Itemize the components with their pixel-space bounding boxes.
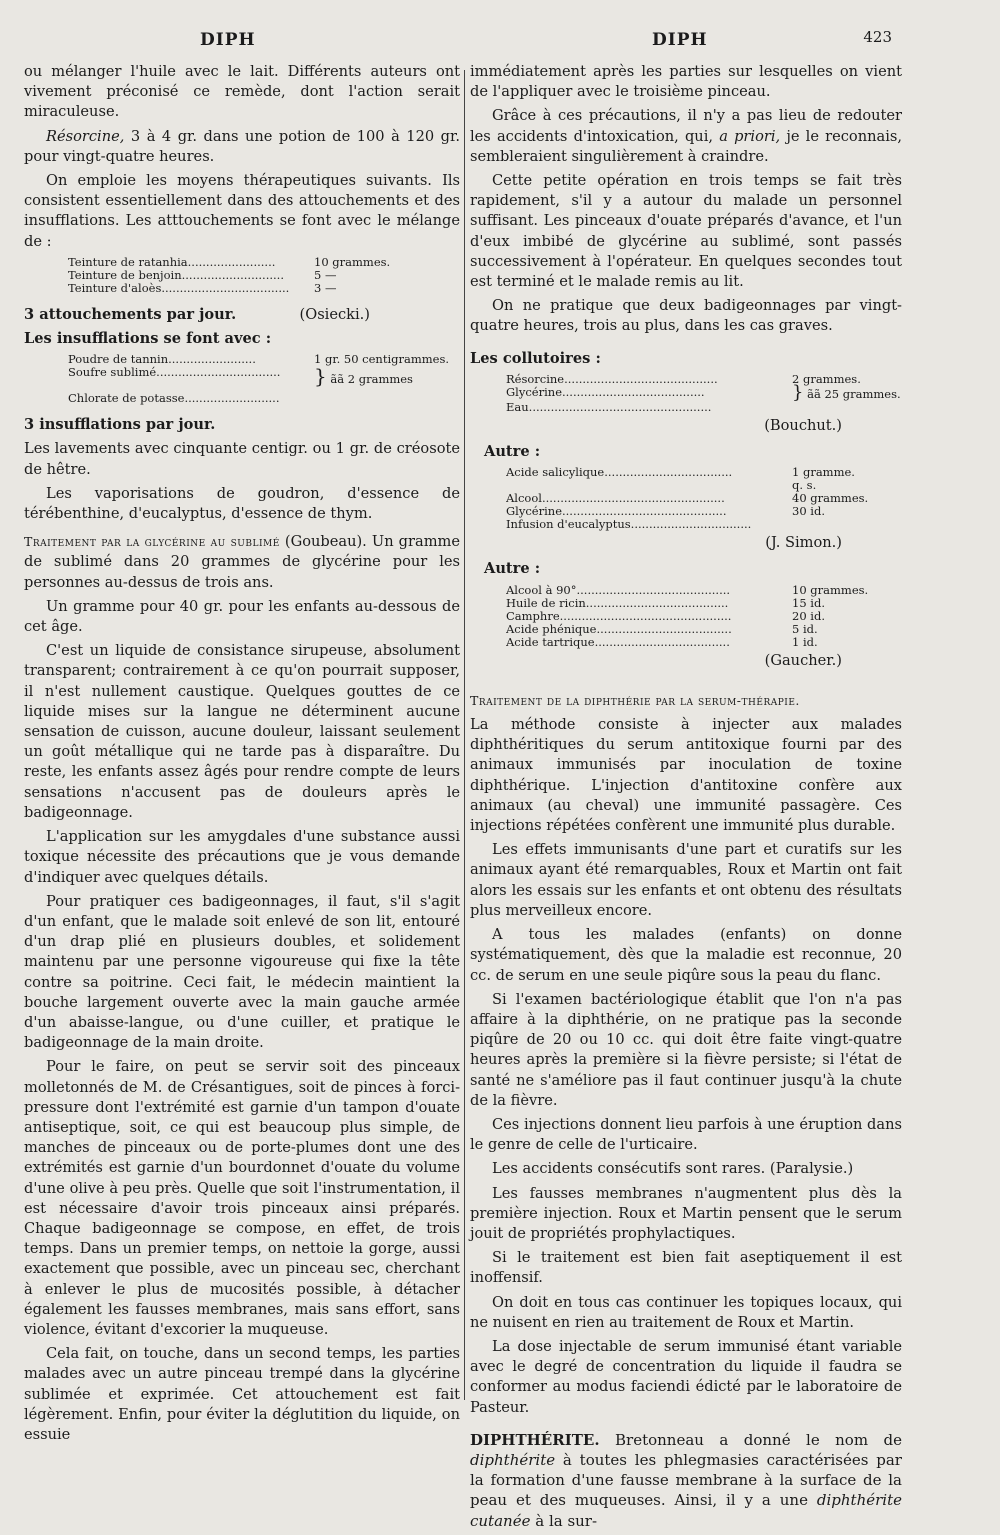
paragraph: A tous les malades (enfants) on donne systématiquement, dès que la maladie est reconnue, 20 cc. de serum en une seule piqûre sous la peau du flanc.	[470, 926, 902, 984]
paragraph: ou mélanger l'huile avec le lait. Différents auteurs ont vivement préconisé ce remède, dont l'action serait miraculeuse.	[24, 63, 460, 121]
text-fragment: à toutes les phlegmasies caractérisées par la formation d'une fausse membrane à la surface de la peau et des muqueuses. Ainsi, il y a une	[470, 1450, 902, 1510]
recipe-row	[68, 366, 460, 392]
insufflation-count: 3 insufflations par jour.	[24, 416, 216, 434]
ingredient-name	[506, 479, 786, 492]
recipe-resorcine	[506, 373, 902, 414]
ingredient-name: Chlorate de potasse..........................	[68, 392, 280, 406]
recipe-ratanhia	[68, 256, 460, 295]
recipe-row	[506, 466, 902, 479]
ingredient-qty: 15 id.	[792, 595, 825, 610]
ingredient-name: Glycérine.......................................	[506, 385, 705, 399]
page-number: 423	[863, 28, 892, 46]
recipe-row	[68, 256, 460, 269]
ingredient-qty: 1 gramme.	[792, 465, 855, 480]
brace-glyph: }	[792, 381, 804, 403]
recipe-row	[506, 492, 902, 505]
ingredient-name: Acide salicylique...................................	[506, 466, 733, 480]
column-rule	[464, 70, 465, 1400]
paragraph: On emploie les moyens thérapeutiques suivants. Ils consistent essentiellement dans des attouchements et des insufflations. Les atttouchements se font avec le mélange de :	[24, 172, 460, 250]
paragraph: On doit en tous cas continuer les topiques locaux, qui ne nuisent en rien au traitement de Roux et Martin.	[470, 1293, 902, 1331]
paragraph: Un gramme pour 40 gr. pour les enfants au-dessous de cet âge.	[24, 597, 460, 636]
ingredient-qty: 1 gr. 50 centigrammes.	[314, 352, 450, 367]
section-heading: Traitement par la glycérine au sublimé	[24, 534, 280, 550]
italic-fragment: a priori,	[719, 127, 781, 145]
autre-heading: Autre :	[484, 560, 541, 578]
ingredient-qty: 1 id.	[792, 634, 818, 649]
text-fragment: je le reconnais, sembleraient singulièrement à craindre.	[470, 127, 903, 165]
ingredient-qty: 2 grammes.	[792, 371, 861, 386]
paragraph: Pour le faire, on peut se servir soit des pinceaux molletonnés de M. de Crésantigues, soit de pinces à forci-pressure dont l'extrémité est garnie d'un tampon d'ouate antiseptique, soit, ce qui est beaucoup plus simple, de manches de pinceaux ou de porte-plumes dont une des extrémités est garnie d'un bourdonnet d'ouate du volume d'une olive à peu près. Quelle que soit l'instrumentation, il est nécessaire d'avoir trois pinceaux ainsi préparés. Chaque badigeonnage se compose, en effet, de trois temps. Dans un premier temps, on nettoie la gorge, aussi exactement que possible, avec un pinceau sec, cherchant à enlever le plus de mucosités possible, à détacher également les fausses membranes, mais sans effort, sans violence, évitant d'excorier la muqueuse.	[24, 1058, 460, 1338]
paragraph: C'est un liquide de consistance sirupeuse, absolument transparent; contrairement à ce qu'on pourrait supposer, il n'est nullement caustique. Quelques gouttes de ce liquide mises sur la langue ne déterminent aucune sensation de cuisson, aucune douleur, laissant seulement un goût métallique qui ne tarde pas à disparaître. Du reste, les enfants assez âgés pour rendre compte de leurs sensations n'accusent pas de douleurs après le badigeonnage.	[24, 642, 460, 821]
ingredient-qty: 20 id.	[792, 608, 825, 623]
ingredient-name: Acide phénique.....................................	[506, 622, 732, 636]
recipe-row	[506, 381, 902, 403]
italic-fragment: diphthérite	[470, 1450, 556, 1469]
paragraph-grace	[470, 106, 902, 167]
ingredient-name: Huile de ricin.......................................	[506, 596, 729, 610]
treatment-glycerine	[24, 532, 460, 593]
right-running-head: DIPH	[652, 30, 708, 50]
italic-fragment: diphthérite cutanée	[470, 1491, 902, 1530]
recipe-row	[506, 518, 902, 531]
ingredient-name: Résorcine..........................................	[506, 372, 718, 386]
ingredient-name: Glycérine.............................................	[506, 505, 727, 519]
right-column	[470, 62, 902, 1535]
recipe-row	[506, 623, 902, 636]
recipe-row	[506, 597, 902, 610]
paragraph: Cette petite opération en trois temps se fait très rapidement, s'il y a autour du malade un personnel suffisant. Les pinceaux d'ouate préparés d'avance, et l'un d'eux imbibé de glycérine au sublimé, sont passés successivement à l'opérateur. En quelques secondes tout est terminé et le malade remis au lit.	[470, 172, 902, 291]
paragraph: Les fausses membranes n'augmentent plus dès la première injection. Roux et Martin pensent que le serum jouit de propriétés prophylactiques.	[470, 1184, 902, 1242]
text-fragment: à la sur-	[535, 1511, 598, 1530]
recipe-row	[506, 373, 902, 386]
paragraph: Ces injections donnent lieu parfois à une éruption dans le genre de celle de l'urticaire.	[470, 1115, 902, 1154]
attribution-bouchut: (Bouchut.)	[764, 416, 842, 434]
attouch-line	[24, 305, 460, 325]
section-text: Un gramme de sublimé dans 20 grammes de glycérine pour les personnes au-dessus de trois ans.	[24, 533, 461, 591]
ingredient-name: Eau..................................................	[506, 400, 712, 414]
ingredient-name: Infusion d'eucalyptus.................................	[506, 518, 752, 532]
ingredient-name: Teinture de benjoin............................	[68, 268, 284, 282]
ingredient-qty: 3 —	[314, 280, 337, 295]
attribution-simon: (J. Simon.)	[765, 534, 842, 552]
section-author: (Goubeau).	[284, 533, 367, 551]
paragraph: Les vaporisations de goudron, d'essence de térébenthine, d'eucalyptus, d'essence de thym.	[24, 484, 460, 523]
ingredient-qty: 30 id.	[792, 504, 825, 519]
recipe-row	[506, 505, 902, 518]
left-column	[24, 62, 460, 1449]
ingredient-name: Acide tartrique.....................................	[506, 635, 730, 649]
ingredient-name: Alcool à 90°..........................................	[506, 583, 731, 597]
paragraph: La dose injectable de serum immunisé étant variable avec le degré de concentration du liquide il faudra se conformer au modus faciendi édicté par le laboratoire de Pasteur.	[470, 1337, 902, 1416]
paragraph: Si le traitement est bien fait aseptiquement il est inoffensif.	[470, 1249, 902, 1287]
paragraph: Pour pratiquer ces badigeonnages, il faut, s'il s'agit d'un enfant, que le malade soit enlevé de son lit, entouré d'un drap plié en plusieurs doubles, et solidement maintenu par une personne vigoureuse qui fixe la tête contre sa poitrine. Ceci fait, le médecin maintient la bouche largement ouverte avec la main gauche armée d'un abaisse-langue, ou d'une cuiller, et pratique le badigeonnage de la main droite.	[24, 892, 460, 1052]
recipe-row	[506, 401, 902, 414]
entry-heading: DIPHTHÉRITE.	[470, 1430, 600, 1449]
recipe-row	[68, 282, 460, 295]
insufflation-intro: Les insufflations se font avec :	[24, 330, 272, 348]
text-fragment: Bretonneau a donné le nom de	[615, 1430, 902, 1449]
aa-quantity: ãã 25 grammes.	[807, 386, 901, 401]
aa-quantity: ãã 2 grammes	[330, 372, 413, 387]
ingredient-qty: 5 id.	[792, 621, 818, 636]
brace-glyph: }	[314, 364, 327, 389]
recipe-salicylique	[506, 466, 902, 531]
paragraph: La méthode consiste à injecter aux malades diphthéritiques du serum antitoxique fourni par des animaux immunisés par inoculation de toxine diphthérique. L'injection d'antitoxine confère aux animaux (au cheval) une immunité passagère. Ces injections répétées confèrent une immunité plus durable.	[470, 716, 902, 835]
resorcine-text: 3 à 4 gr. dans une potion de 100 à 120 gr. pour vingt-quatre heures.	[24, 127, 461, 165]
left-running-head: DIPH	[200, 30, 256, 50]
resorcine-label: Résorcine,	[46, 127, 125, 145]
ingredient-qty	[786, 518, 792, 531]
ingredient-name: Alcool..................................................	[506, 492, 725, 506]
attouch-text: 3 attouchements par jour.	[24, 305, 237, 323]
paragraph: L'application sur les amygdales d'une substance aussi toxique nécessite des précautions que je vous demande d'indiquer avec quelques détails.	[24, 828, 460, 886]
ingredient-qty: 10 grammes.	[314, 254, 391, 269]
ingredient-qty-aa	[308, 363, 413, 389]
recipe-row	[506, 610, 902, 623]
ingredient-name: Camphre...............................................	[506, 609, 732, 623]
recipe-row	[68, 392, 460, 405]
paragraph: Les accidents consécutifs sont rares. (Paralysie.)	[492, 1160, 854, 1178]
paragraph: immédiatement après les parties sur lesquelles on vient de l'appliquer avec le troisième pinceau.	[470, 63, 902, 101]
recipe-row	[506, 636, 902, 649]
ingredient-qty: q. s.	[792, 478, 817, 493]
recipe-tannin	[68, 353, 460, 405]
ingredient-qty: 10 grammes.	[792, 582, 869, 597]
ingredient-name: Soufre sublimé..................................	[68, 366, 281, 380]
recipe-row	[68, 269, 460, 282]
paragraph: On ne pratique que deux badigeonnages par vingt-quatre heures, trois au plus, dans les cas graves.	[470, 297, 902, 335]
recipe-alcool	[506, 584, 902, 649]
paragraph-resorcine	[24, 127, 460, 167]
text-fragment: Grâce à ces précautions, il n'y a pas lieu de redouter les accidents d'intoxication, qui,	[470, 107, 902, 145]
autre-heading: Autre :	[484, 443, 541, 461]
ingredient-name: Poudre de tannin........................	[68, 353, 256, 367]
diphtherite-entry	[470, 1430, 902, 1531]
paragraph: Si l'examen bactériologique établit que l'on n'a pas affaire à la diphthérie, on ne pratique pas la seconde piqûre de 20 ou 10 cc. qui doit être faite vingt-quatre heures après la première si la fièvre persiste; si l'état de santé ne s'améliore pas il faut continuer jusqu'à la chute de la fièvre.	[470, 990, 902, 1109]
ingredient-qty: 5 —	[314, 267, 337, 282]
serum-heading: Traitement de la diphthérie par la serum-thérapie.	[470, 692, 800, 708]
ingredient-name: Teinture d'aloès...................................	[68, 281, 290, 295]
collutoires-heading: Les collutoires :	[470, 349, 601, 367]
paragraph: Cela fait, on touche, dans un second temps, les parties malades avec un autre pinceau trempé dans la glycérine sublimée et exprimée. Cet attouchement est fait légèrement. Enfin, pour éviter la déglutition du liquide, on essuie	[24, 1345, 460, 1443]
ingredient-qty: 40 grammes.	[792, 491, 869, 506]
attribution-osiecki: (Osiecki.)	[299, 305, 370, 323]
ingredient-name: Teinture de ratanhia........................	[68, 255, 276, 269]
attribution-gaucher: (Gaucher.)	[764, 651, 842, 669]
ingredient-qty-aa	[786, 381, 901, 403]
paragraph: Les lavements avec cinquante centigr. ou 1 gr. de créosote de hêtre.	[24, 440, 460, 478]
paragraph: Les effets immunisants d'une part et curatifs sur les animaux ayant été remarquables, Roux et Martin ont fait alors les essais sur les enfants et ont obtenu des résultats plus merveilleux encore.	[470, 841, 902, 919]
recipe-row	[506, 584, 902, 597]
